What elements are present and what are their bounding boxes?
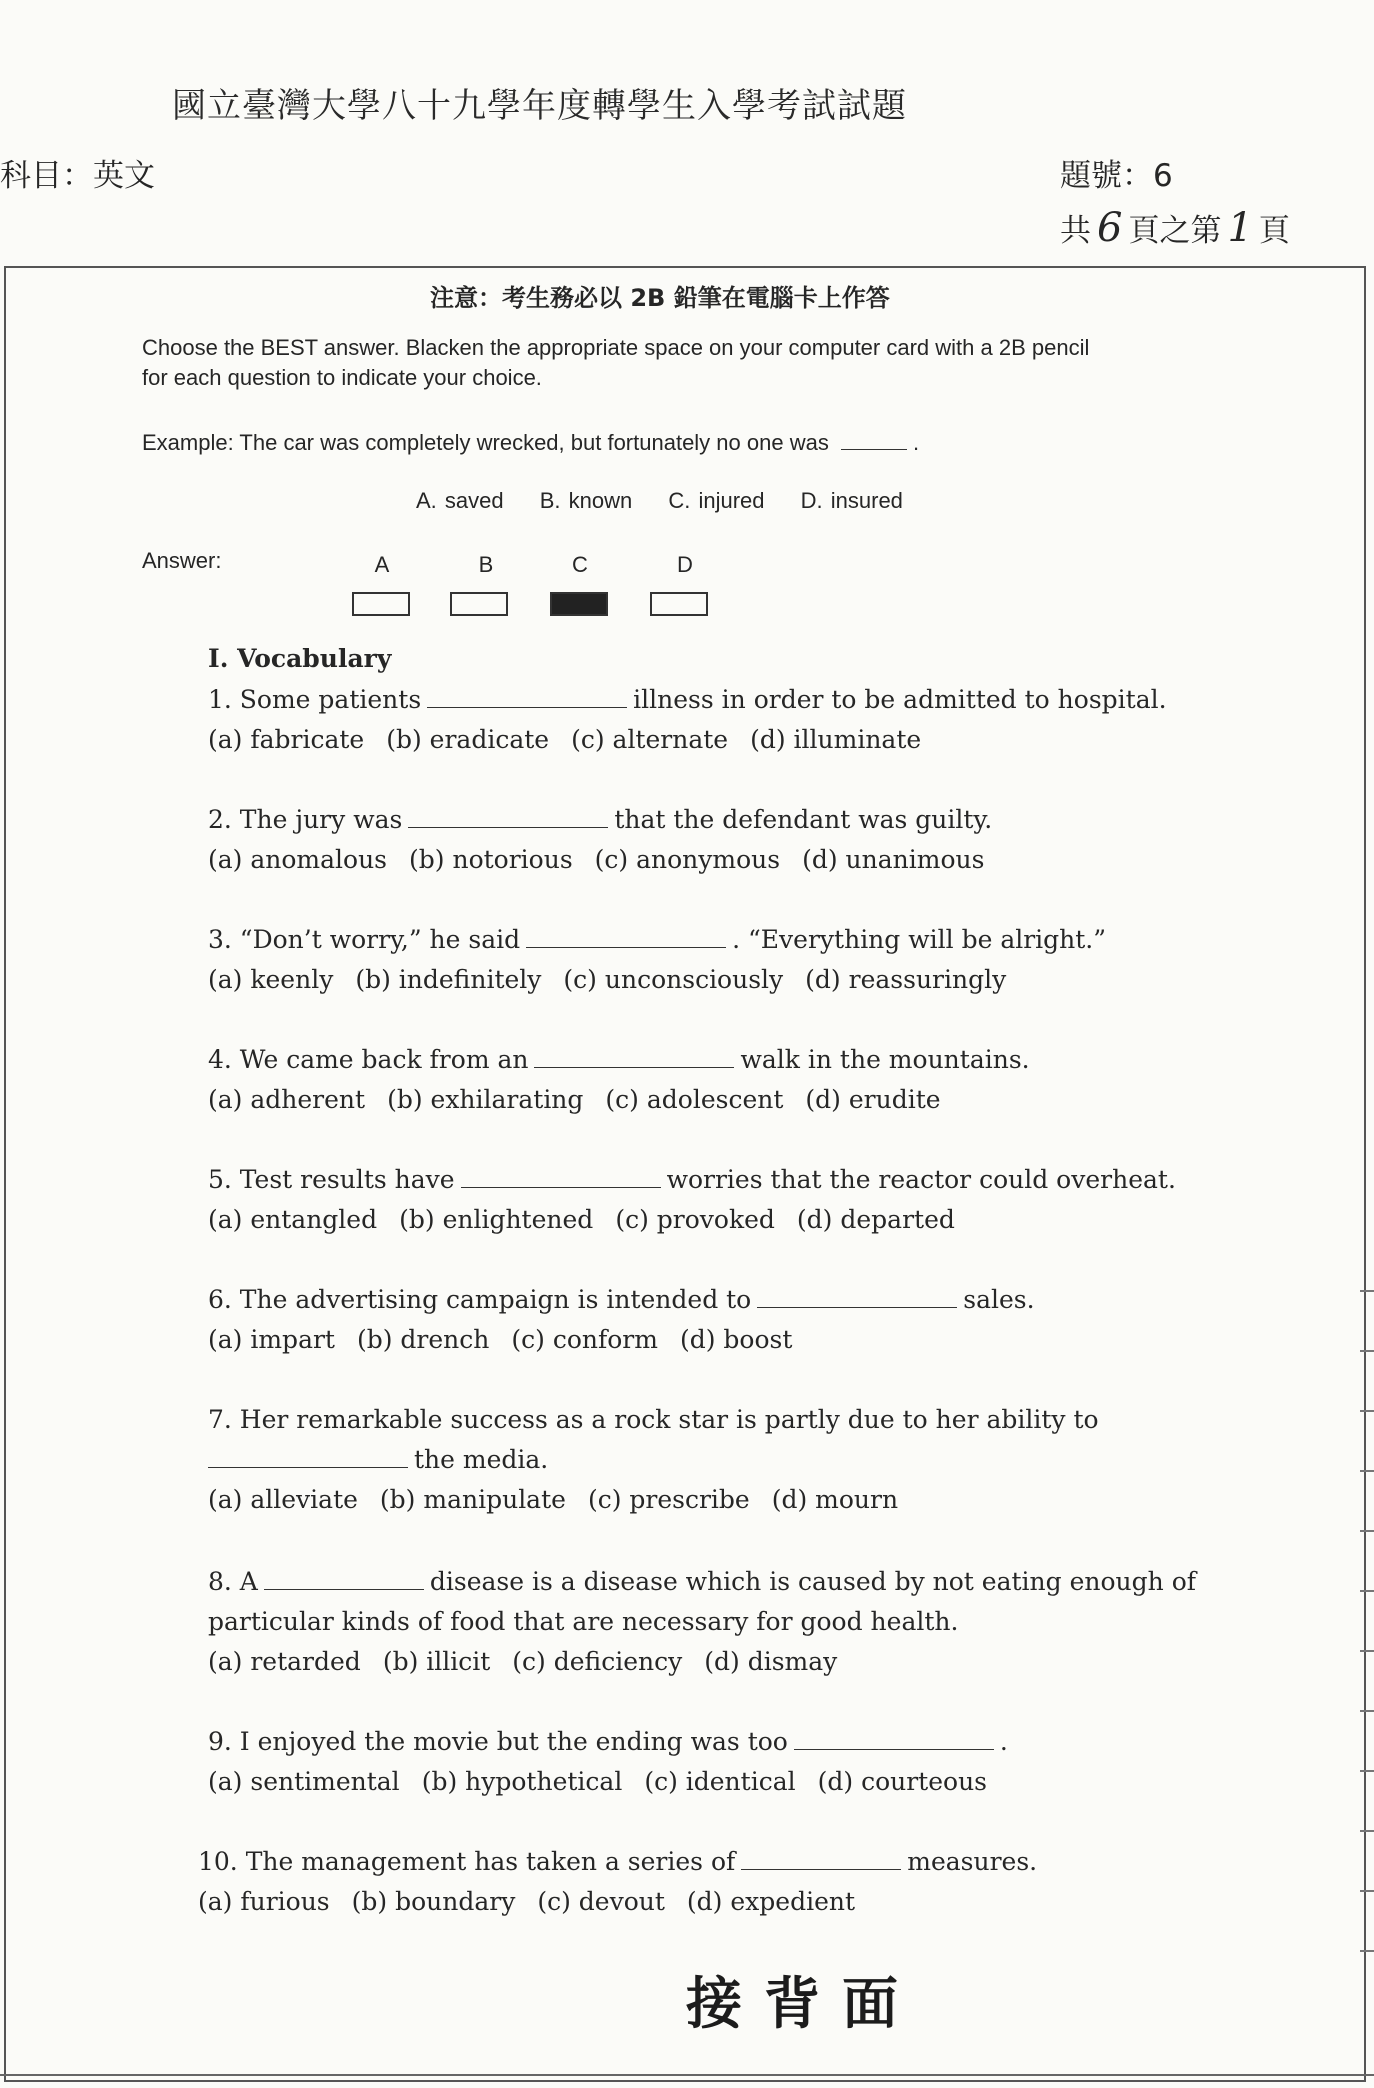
question-options	[208, 720, 1208, 760]
question-options	[208, 840, 1208, 880]
option-b: (b) indefinitely	[355, 965, 542, 994]
stem-text: 4. We came back from an	[208, 1045, 529, 1074]
answer-bubble-c-filled	[550, 592, 608, 616]
bubble-letter-a: A	[374, 552, 390, 577]
option-b: (b) drench	[356, 1325, 490, 1354]
pages-current: 1	[1227, 205, 1253, 251]
question-2	[208, 800, 1208, 880]
stem-text: 5. Test results have	[208, 1165, 455, 1194]
option-a: (a) fabricate	[208, 725, 365, 754]
stem-text: measures.	[907, 1847, 1038, 1876]
example-stem	[142, 425, 919, 456]
example-option-c: C. injured	[668, 488, 765, 513]
option-c: (c) adolescent	[605, 1085, 784, 1114]
edge-tick	[1360, 1290, 1374, 1292]
stem-text: 10. The management has taken a series of	[198, 1847, 736, 1876]
answer-bubble-d	[650, 592, 708, 616]
bottom-rule	[0, 2074, 1374, 2076]
stem-text: 7. Her remarkable success as a rock star is partly due to her ability to	[208, 1405, 1099, 1434]
edge-tick	[1360, 1590, 1374, 1592]
continue-overleaf-stamp: 接背面	[686, 1972, 920, 2037]
option-b: (b) notorious	[409, 845, 573, 874]
answer-blank	[534, 1043, 734, 1068]
answer-bubble-b	[450, 592, 508, 616]
question-options	[208, 1320, 1208, 1360]
option-d: (d) departed	[796, 1205, 955, 1234]
stem-text: 2. The jury was	[208, 805, 403, 834]
option-b: (b) manipulate	[379, 1485, 566, 1514]
question-stem	[208, 1160, 1208, 1200]
stem-text: 1. Some patients	[208, 685, 422, 714]
question-stem	[208, 680, 1208, 720]
question-1	[208, 680, 1208, 760]
stem-text: disease is a disease which is caused by not eating enough of	[429, 1567, 1196, 1596]
option-d: (d) boost	[679, 1325, 793, 1354]
answer-blank	[427, 683, 627, 708]
edge-tick	[1360, 1950, 1374, 1952]
notice-text: 注意：考生務必以 2B 鉛筆在電腦卡上作答	[430, 284, 890, 312]
option-a: (a) keenly	[208, 965, 334, 994]
question-options	[198, 1882, 1198, 1922]
stem-text: 3. “Don’t worry,” he said	[208, 925, 521, 954]
section-title: I. Vocabulary	[208, 644, 392, 673]
option-a: (a) furious	[198, 1887, 330, 1916]
stem-text: particular kinds of food that are necessary for good health.	[208, 1607, 959, 1636]
question-options	[208, 960, 1208, 1000]
edge-tick	[1360, 1350, 1374, 1352]
pages-suffix: 頁	[1258, 213, 1290, 249]
question-4	[208, 1040, 1208, 1120]
option-b: (b) hypothetical	[421, 1767, 623, 1796]
stem-text: walk in the mountains.	[740, 1045, 1030, 1074]
option-a: (a) entangled	[208, 1205, 378, 1234]
option-c: (c) unconsciously	[563, 965, 784, 994]
answer-blank	[408, 803, 608, 828]
answer-blank	[208, 1443, 408, 1468]
stem-text: the media.	[414, 1445, 549, 1474]
stem-text: . “Everything will be alright.”	[732, 925, 1107, 954]
option-c: (c) alternate	[571, 725, 729, 754]
stem-text: sales.	[963, 1285, 1035, 1314]
answer-label: Answer:	[142, 548, 222, 573]
question-7	[208, 1400, 1208, 1520]
answer-blank	[264, 1565, 424, 1590]
pages-mid: 頁之第	[1128, 213, 1222, 249]
question-stem	[208, 800, 1208, 840]
pages-prefix: 共	[1060, 213, 1091, 249]
question-stem	[198, 1842, 1198, 1882]
option-d: (d) reassuringly	[805, 965, 1007, 994]
edge-tick	[1360, 1830, 1374, 1832]
option-a: (a) adherent	[208, 1085, 366, 1114]
question-5	[208, 1160, 1208, 1240]
answer-blank	[461, 1163, 661, 1188]
edge-tick	[1360, 1470, 1374, 1472]
question-stem	[208, 1722, 1208, 1762]
exam-title: 國立臺灣大學八十九學年度轉學生入學考試試題	[172, 86, 907, 126]
question-6	[208, 1280, 1208, 1360]
stem-text: worries that the reactor could overheat.	[666, 1165, 1176, 1194]
instructions	[142, 333, 1212, 393]
example-option-b: B. known	[539, 488, 633, 513]
question-stem	[208, 1280, 1208, 1320]
option-c: (c) deficiency	[512, 1647, 683, 1676]
question-3	[208, 920, 1208, 1000]
edge-tick	[1360, 1890, 1374, 1892]
option-a: (a) alleviate	[208, 1485, 358, 1514]
bubble-letter-d: D	[677, 552, 693, 577]
edge-tick	[1360, 1650, 1374, 1652]
option-d: (d) erudite	[805, 1085, 941, 1114]
page-indicator	[1060, 205, 1290, 251]
option-b: (b) illicit	[382, 1647, 491, 1676]
option-c: (c) prescribe	[587, 1485, 750, 1514]
answer-blank	[741, 1845, 901, 1870]
example-option-a: A. saved	[416, 488, 504, 513]
question-stem-continued	[208, 1440, 1208, 1480]
question-options	[208, 1642, 1208, 1682]
question-options	[208, 1200, 1208, 1240]
question-options	[208, 1762, 1208, 1802]
option-b: (b) enlightened	[399, 1205, 594, 1234]
stem-text: 6. The advertising campaign is intended to	[208, 1285, 752, 1314]
example-options	[416, 488, 931, 514]
option-d: (d) unanimous	[802, 845, 985, 874]
instructions-line-1: Choose the BEST answer. Blacken the appropriate space on your computer card with a 2B pencil	[142, 335, 1090, 360]
option-d: (d) dismay	[704, 1647, 838, 1676]
example-stem-text: Example: The car was completely wrecked, but fortunately no one was	[142, 430, 829, 455]
answer-blank	[794, 1725, 994, 1750]
question-stem-continued	[208, 1602, 1208, 1642]
example-stem-end: .	[912, 430, 920, 455]
bubble-letter-b: B	[478, 552, 494, 577]
question-stem	[208, 920, 1208, 960]
stem-text: .	[999, 1727, 1008, 1756]
option-a: (a) retarded	[208, 1647, 361, 1676]
option-c: (c) anonymous	[594, 845, 781, 874]
edge-tick	[1360, 1770, 1374, 1772]
stem-text: illness in order to be admitted to hospital.	[633, 685, 1167, 714]
question-stem	[208, 1400, 1208, 1440]
question-8	[208, 1562, 1208, 1682]
option-b: (b) eradicate	[386, 725, 550, 754]
option-c: (c) conform	[511, 1325, 658, 1354]
edge-tick	[1360, 1530, 1374, 1532]
instructions-line-2: for each question to indicate your choice.	[142, 365, 542, 390]
option-c: (c) provoked	[615, 1205, 775, 1234]
question-10	[198, 1842, 1198, 1922]
question-options	[208, 1080, 1208, 1120]
answer-blank	[757, 1283, 957, 1308]
bubble-letter-c: C	[572, 552, 588, 577]
edge-tick	[1360, 1710, 1374, 1712]
question-stem	[208, 1040, 1208, 1080]
option-d: (d) courteous	[817, 1767, 987, 1796]
subject-label: 科目：英文	[0, 158, 155, 194]
stem-text: 9. I enjoyed the movie but the ending was too	[208, 1727, 788, 1756]
question-options	[208, 1480, 1208, 1520]
option-b: (b) exhilarating	[387, 1085, 584, 1114]
option-d: (d) illuminate	[750, 725, 922, 754]
answer-bubble-a	[352, 592, 410, 616]
pages-total: 6	[1097, 205, 1123, 251]
option-c: (c) devout	[537, 1887, 665, 1916]
option-b: (b) boundary	[351, 1887, 516, 1916]
stem-text: 8. A	[208, 1567, 258, 1596]
question-stem	[208, 1562, 1208, 1602]
answer-blank	[526, 923, 726, 948]
edge-tick	[1360, 1410, 1374, 1412]
stem-text: that the defendant was guilty.	[614, 805, 993, 834]
option-d: (d) expedient	[686, 1887, 856, 1916]
example-option-d: D. insured	[800, 488, 903, 513]
example-blank	[841, 425, 907, 450]
option-d: (d) mourn	[771, 1485, 899, 1514]
option-a: (a) impart	[208, 1325, 335, 1354]
option-a: (a) sentimental	[208, 1767, 400, 1796]
question-9	[208, 1722, 1208, 1802]
question-number: 題號：6	[1060, 158, 1173, 194]
option-c: (c) identical	[644, 1767, 796, 1796]
option-a: (a) anomalous	[208, 845, 388, 874]
